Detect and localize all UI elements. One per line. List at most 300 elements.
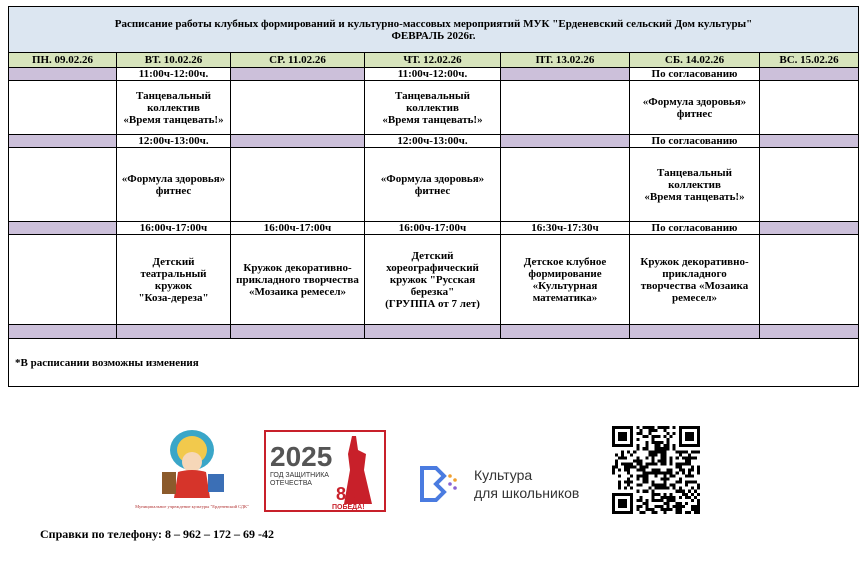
time-slot: 16:00ч-17:00ч xyxy=(231,222,365,235)
empty-cell xyxy=(365,325,501,339)
qr-module xyxy=(618,481,621,484)
qr-module xyxy=(661,484,664,487)
activity-cell-empty xyxy=(501,81,630,135)
activity-line: Кружок декоративно- xyxy=(640,255,749,268)
qr-module xyxy=(639,459,642,462)
qr-module xyxy=(627,450,630,453)
qr-module xyxy=(679,508,682,511)
qr-module xyxy=(651,484,654,487)
qr-module xyxy=(642,481,645,484)
qr-module xyxy=(636,438,639,441)
qr-module xyxy=(679,478,682,481)
qr-module xyxy=(697,468,700,471)
day-header: ЧТ. 12.02.26 xyxy=(365,53,501,68)
qr-module xyxy=(676,511,679,514)
qr-module xyxy=(667,478,670,481)
activity-cell-empty xyxy=(231,148,365,222)
qr-module xyxy=(682,490,685,493)
activity-cell xyxy=(630,81,760,135)
activity-cell xyxy=(117,81,231,135)
activity-line: прикладного творчества xyxy=(236,273,359,286)
phone-info: Справки по телефону: 8 – 962 – 172 – 69 -42 xyxy=(40,527,274,541)
qr-module xyxy=(627,465,630,468)
qr-module xyxy=(661,450,664,453)
activity-line: коллектив xyxy=(668,178,721,191)
qr-module xyxy=(651,456,654,459)
activity-cell xyxy=(231,235,365,325)
qr-module xyxy=(630,487,633,490)
qr-module xyxy=(688,481,691,484)
time-slot: По согласованию xyxy=(630,222,760,235)
qr-module xyxy=(667,426,670,429)
activity-line: коллектив xyxy=(406,101,459,114)
qr-module xyxy=(658,499,661,502)
qr-module xyxy=(658,444,661,447)
qr-module xyxy=(682,472,685,475)
qr-module xyxy=(679,465,682,468)
qr-module xyxy=(654,435,657,438)
qr-module xyxy=(676,462,679,465)
activity-line: фитнес xyxy=(676,107,713,120)
qr-module xyxy=(636,426,639,429)
qr-module xyxy=(664,453,667,456)
empty-cell xyxy=(9,325,117,339)
qr-module xyxy=(658,447,661,450)
qr-module xyxy=(645,465,648,468)
qr-module xyxy=(618,484,621,487)
qr-module xyxy=(661,499,664,502)
empty-cell xyxy=(501,325,630,339)
qr-module xyxy=(679,505,682,508)
time-slot: 12:00ч-13:00ч. xyxy=(117,135,231,148)
qr-module xyxy=(667,447,670,450)
activity-line: «Формула здоровья» xyxy=(380,172,485,185)
year-defender-logo xyxy=(264,430,386,512)
qr-module xyxy=(636,478,639,481)
empty-row xyxy=(9,325,859,339)
qr-module xyxy=(648,450,651,453)
qr-module xyxy=(694,511,697,514)
qr-module xyxy=(642,465,645,468)
activity-line: фитнес xyxy=(414,184,451,197)
time-row-2 xyxy=(9,135,859,148)
qr-module xyxy=(627,478,630,481)
qr-module xyxy=(661,456,664,459)
qr-module xyxy=(679,481,682,484)
day-header-row xyxy=(9,53,859,68)
activity-cell xyxy=(630,235,760,325)
balalaika-icon xyxy=(162,472,176,494)
qr-module xyxy=(648,426,651,429)
qr-module xyxy=(642,490,645,493)
qr-module xyxy=(667,499,670,502)
qr-module xyxy=(636,444,639,447)
qr-module xyxy=(664,459,667,462)
time-slot-empty xyxy=(501,68,630,81)
qr-module xyxy=(645,435,648,438)
qr-module xyxy=(654,499,657,502)
activity-row-1 xyxy=(9,81,859,135)
activity-line: кружок "Русская xyxy=(389,273,476,286)
qr-module xyxy=(691,475,694,478)
activity-line: "Коза-дереза" xyxy=(138,291,209,304)
qr-module xyxy=(645,499,648,502)
qr-module xyxy=(688,490,691,493)
qr-module xyxy=(627,462,630,465)
time-slot-empty xyxy=(760,135,859,148)
qr-module xyxy=(658,426,661,429)
qr-module xyxy=(679,468,682,471)
qr-module xyxy=(618,468,621,471)
time-slot-empty xyxy=(760,222,859,235)
qr-module xyxy=(661,478,664,481)
qr-module xyxy=(688,475,691,478)
qr-module xyxy=(685,493,688,496)
qr-finder xyxy=(618,499,627,508)
schedule xyxy=(8,6,858,387)
qr-module xyxy=(645,490,648,493)
qr-module xyxy=(667,496,670,499)
qr-module xyxy=(639,496,642,499)
schedule-note: *В расписании возможны изменения xyxy=(9,339,859,387)
day-header: СБ. 14.02.26 xyxy=(630,53,760,68)
qr-module xyxy=(673,496,676,499)
qr-module xyxy=(664,511,667,514)
logo2-line2: ОТЕЧЕСТВА xyxy=(270,480,312,487)
schedule-title-line2: ФЕВРАЛЬ 2026г. xyxy=(391,29,476,42)
dom-kultury-logo xyxy=(135,428,249,518)
activity-cell-empty xyxy=(760,148,859,222)
qr-module xyxy=(651,511,654,514)
qr-finder xyxy=(618,432,627,441)
qr-module xyxy=(685,481,688,484)
qr-module xyxy=(654,511,657,514)
activity-line: Танцевальный xyxy=(136,89,211,102)
activity-cell xyxy=(117,148,231,222)
qr-finder xyxy=(685,432,694,441)
qr-module xyxy=(670,475,673,478)
qr-module xyxy=(661,426,664,429)
logo2-num: 80 xyxy=(336,484,357,504)
qr-module xyxy=(651,441,654,444)
qr-module xyxy=(697,450,700,453)
qr-module xyxy=(697,472,700,475)
qr-module xyxy=(664,487,667,490)
qr-module xyxy=(673,444,676,447)
dot-icon xyxy=(448,474,452,478)
qr-module xyxy=(676,456,679,459)
qr-module xyxy=(697,511,700,514)
qr-module xyxy=(615,453,618,456)
qr-module xyxy=(651,481,654,484)
qr-module xyxy=(679,450,682,453)
qr-module xyxy=(624,465,627,468)
accordion-icon xyxy=(208,474,224,492)
qr-module xyxy=(624,462,627,465)
qr-module xyxy=(612,465,615,468)
qr-module xyxy=(624,468,627,471)
qr-module xyxy=(679,502,682,505)
qr-module xyxy=(697,499,700,502)
qr-module xyxy=(636,432,639,435)
activity-line: «Мозаика ремесел» xyxy=(249,285,346,298)
qr-module xyxy=(658,505,661,508)
qr-module xyxy=(664,493,667,496)
activity-cell-empty xyxy=(9,235,117,325)
qr-module xyxy=(661,453,664,456)
qr-module xyxy=(642,478,645,481)
qr-module xyxy=(636,505,639,508)
activity-row-2 xyxy=(9,148,859,222)
activity-line: ремесел» xyxy=(671,291,718,304)
qr-module xyxy=(645,475,648,478)
logo3-line1: Культура xyxy=(474,467,533,483)
qr-module xyxy=(685,450,688,453)
qr-module xyxy=(654,472,657,475)
qr-module xyxy=(697,493,700,496)
qr-module xyxy=(642,511,645,514)
qr-module xyxy=(658,441,661,444)
qr-module xyxy=(667,508,670,511)
qr-module xyxy=(673,475,676,478)
activity-cell xyxy=(117,235,231,325)
activity-line: «Культурная xyxy=(532,279,598,292)
qr-module xyxy=(697,465,700,468)
qr-module xyxy=(651,472,654,475)
activity-row-3 xyxy=(9,235,859,325)
qr-module xyxy=(636,475,639,478)
qr-module xyxy=(688,459,691,462)
time-slot: 16:00ч-17:00ч xyxy=(365,222,501,235)
activity-cell-empty xyxy=(9,81,117,135)
qr-module xyxy=(664,472,667,475)
doll-dress xyxy=(174,470,210,498)
qr-module xyxy=(618,487,621,490)
qr-module xyxy=(664,484,667,487)
qr-module xyxy=(670,435,673,438)
qr-module xyxy=(670,496,673,499)
time-row-1 xyxy=(9,68,859,81)
qr-module xyxy=(664,475,667,478)
qr-module xyxy=(636,484,639,487)
qr-module xyxy=(673,426,676,429)
schedule-table xyxy=(8,6,859,387)
qr-module xyxy=(645,478,648,481)
qr-module xyxy=(667,487,670,490)
qr-module xyxy=(664,508,667,511)
activity-cell xyxy=(630,148,760,222)
qr-code[interactable] xyxy=(612,426,700,514)
activity-cell xyxy=(501,235,630,325)
qr-module xyxy=(691,456,694,459)
qr-module xyxy=(676,505,679,508)
qr-module xyxy=(621,450,624,453)
qr-module xyxy=(673,487,676,490)
qr-module xyxy=(685,496,688,499)
qr-module xyxy=(658,450,661,453)
qr-module xyxy=(642,435,645,438)
qr-module xyxy=(661,496,664,499)
qr-module xyxy=(645,505,648,508)
qr-module xyxy=(673,447,676,450)
qr-module xyxy=(645,456,648,459)
qr-module xyxy=(636,490,639,493)
time-slot: 11:00ч-12:00ч. xyxy=(365,68,501,81)
qr-module xyxy=(651,435,654,438)
time-slot-empty xyxy=(9,135,117,148)
activity-line: (ГРУППА от 7 лет) xyxy=(385,297,480,310)
qr-module xyxy=(697,505,700,508)
qr-module xyxy=(658,493,661,496)
qr-module xyxy=(697,484,700,487)
activity-line: творчества «Мозаика xyxy=(640,279,749,292)
qr-module xyxy=(682,462,685,465)
qr-module xyxy=(685,459,688,462)
qr-module xyxy=(664,481,667,484)
qr-module xyxy=(642,502,645,505)
qr-module xyxy=(679,453,682,456)
qr-module xyxy=(639,468,642,471)
qr-module xyxy=(667,441,670,444)
activity-line: формирование xyxy=(528,267,602,280)
qr-module xyxy=(618,456,621,459)
qr-module xyxy=(664,450,667,453)
activity-line: прикладного xyxy=(662,267,727,280)
qr-module xyxy=(664,462,667,465)
qr-module xyxy=(636,499,639,502)
qr-module xyxy=(615,459,618,462)
activity-line: березка" xyxy=(410,285,455,298)
qr-module xyxy=(664,456,667,459)
qr-module xyxy=(651,499,654,502)
time-slot: По согласованию xyxy=(630,68,760,81)
qr-module xyxy=(679,462,682,465)
schedule-title-line1: Расписание работы клубных формирований и культурно-массовых мероприятий МУК "Ерденевский сельский Дом культуры" xyxy=(114,17,753,30)
activity-line: «Формула здоровья» xyxy=(642,95,747,108)
qr-module xyxy=(685,475,688,478)
qr-module xyxy=(633,465,636,468)
qr-module xyxy=(627,481,630,484)
qr-module xyxy=(612,472,615,475)
activity-line: Танцевальный xyxy=(395,89,470,102)
qr-module xyxy=(651,429,654,432)
activity-cell xyxy=(365,235,501,325)
time-slot-empty xyxy=(231,135,365,148)
logo2-word: ПОБЕДА! xyxy=(332,504,365,511)
qr-module xyxy=(642,472,645,475)
activity-line: Детское клубное xyxy=(523,255,607,268)
qr-module xyxy=(691,505,694,508)
doll-face xyxy=(182,452,202,472)
k-emblem-icon xyxy=(422,468,444,500)
qr-module xyxy=(621,456,624,459)
qr-module xyxy=(648,453,651,456)
qr-module xyxy=(651,453,654,456)
activity-cell xyxy=(365,81,501,135)
qr-module xyxy=(645,462,648,465)
empty-cell xyxy=(760,325,859,339)
qr-module xyxy=(636,508,639,511)
qr-module xyxy=(654,475,657,478)
time-slot-empty xyxy=(501,135,630,148)
qr-module xyxy=(651,459,654,462)
qr-module xyxy=(685,484,688,487)
qr-module xyxy=(639,505,642,508)
qr-module xyxy=(633,459,636,462)
time-row-3 xyxy=(9,222,859,235)
qr-module xyxy=(630,475,633,478)
qr-module xyxy=(664,444,667,447)
qr-module xyxy=(658,468,661,471)
qr-module xyxy=(691,468,694,471)
qr-module xyxy=(639,432,642,435)
qr-module xyxy=(667,472,670,475)
qr-module xyxy=(639,484,642,487)
qr-module xyxy=(654,453,657,456)
qr-module xyxy=(624,456,627,459)
time-slot-empty xyxy=(760,68,859,81)
activity-line: математика» xyxy=(532,291,598,304)
qr-module xyxy=(658,472,661,475)
qr-module xyxy=(654,487,657,490)
qr-module xyxy=(645,444,648,447)
qr-module xyxy=(658,435,661,438)
activity-line: хореографический xyxy=(386,261,479,274)
qr-module xyxy=(648,462,651,465)
qr-module xyxy=(697,502,700,505)
day-header: ВТ. 10.02.26 xyxy=(117,53,231,68)
time-slot: По согласованию xyxy=(630,135,760,148)
activity-cell-empty xyxy=(760,81,859,135)
time-slot: 16:30ч-17:30ч xyxy=(501,222,630,235)
activity-line: фитнес xyxy=(155,184,192,197)
qr-module xyxy=(654,441,657,444)
qr-module xyxy=(654,484,657,487)
activity-line: «Время танцевать!» xyxy=(644,190,745,203)
qr-module xyxy=(673,432,676,435)
day-header: ПН. 09.02.26 xyxy=(9,53,117,68)
qr-module xyxy=(661,508,664,511)
qr-module xyxy=(685,511,688,514)
qr-module xyxy=(685,456,688,459)
qr-module xyxy=(636,447,639,450)
qr-module xyxy=(636,459,639,462)
qr-module xyxy=(670,468,673,471)
qr-module xyxy=(670,493,673,496)
logo1-caption: Муниципальное учреждение культуры "Ерденевский СДК" xyxy=(135,504,249,509)
qr-module xyxy=(694,481,697,484)
qr-module xyxy=(648,508,651,511)
qr-module xyxy=(661,472,664,475)
qr-module xyxy=(670,459,673,462)
empty-cell xyxy=(117,325,231,339)
logos-strip xyxy=(0,420,863,530)
qr-module xyxy=(636,462,639,465)
activity-line: коллектив xyxy=(147,101,200,114)
activity-cell-empty xyxy=(501,148,630,222)
qr-module xyxy=(676,490,679,493)
qr-module xyxy=(651,493,654,496)
qr-module xyxy=(645,426,648,429)
qr-module xyxy=(645,441,648,444)
qr-module xyxy=(667,468,670,471)
qr-module xyxy=(636,456,639,459)
qr-module xyxy=(639,462,642,465)
qr-module xyxy=(639,511,642,514)
qr-module xyxy=(691,450,694,453)
day-header: ВС. 15.02.26 xyxy=(760,53,859,68)
logo2-line1: ГОД ЗАЩИТНИКА xyxy=(270,472,329,479)
